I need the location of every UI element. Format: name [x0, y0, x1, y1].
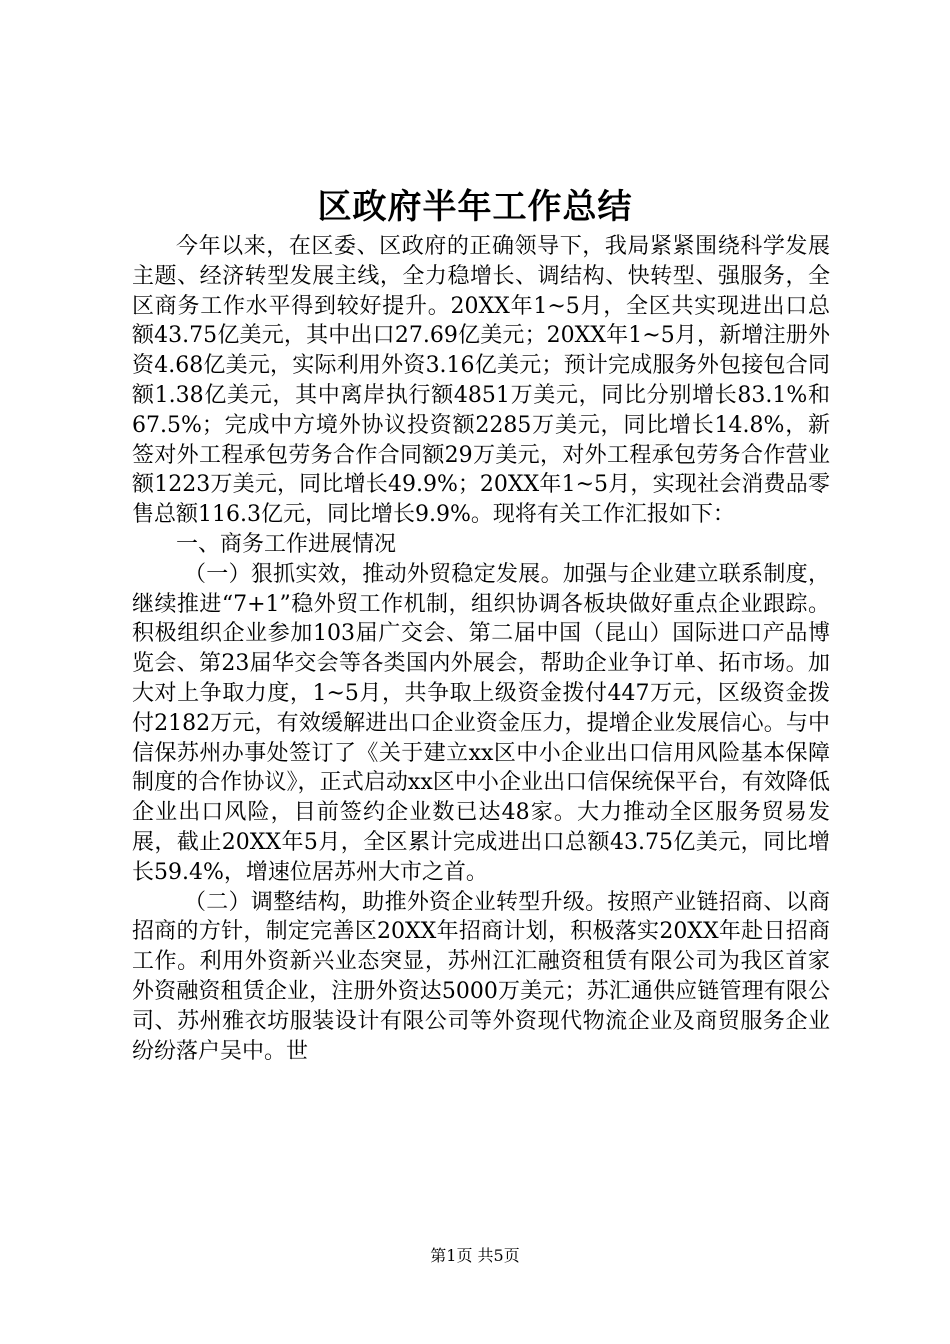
document-title: 区政府半年工作总结: [317, 187, 633, 227]
document-body: [132, 232, 830, 1066]
subsection-paragraph-1: （一）狠抓实效，推动外贸稳定发展。加强与企业建立联系制度，继续推进“7+1”稳外贸工作机制，组织协调各板块做好重点企业跟踪。积极组织企业参加103届广交会、第二届中国（昆山）国际进口产品博览会、第23届华交会等各类国内外展会，帮助企业争订单、拓市场。加大对上争取力度，1~5月，共争取上级资金拨付447万元，区级资金拨付2182万元，有效缓解进出口企业资金压力，提增企业发展信心。与中信保苏州办事处签订了《关于建立xx区中小企业出口信用风险基本保障制度的合作协议》，正式启动xx区中小企业出口信保统保平台，有效降低企业出口风险，目前签约企业数已达48家。大力推动全区服务贸易发展，截止20XX年5月，全区累计完成进出口总额43.75亿美元，同比增长59.4%，增速位居苏州大市之首。: [132, 561, 830, 885]
intro-paragraph: 今年以来，在区委、区政府的正确领导下，我局紧紧围绕科学发展主题、经济转型发展主线，全力稳增长、调结构、快转型、强服务，全区商务工作水平得到较好提升。20XX年1~5月，全区共实现进出口总额43.75亿美元，其中出口27.69亿美元；20XX年1~5月，新增注册外资4.68亿美元，实际利用外资3.16亿美元；预计完成服务外包接包合同额1.38亿美元，其中离岸执行额4851万美元，同比分别增长83.1%和67.5%；完成中方境外协议投资额2285万美元，同比增长14.8%，新签对外工程承包劳务合作合同额29万美元，对外工程承包劳务合作营业额1223万美元，同比增长49.9%；20XX年1~5月，实现社会消费品零售总额116.3亿元，同比增长9.9%。现将有关工作汇报如下：: [132, 234, 830, 528]
section-heading: 一、商务工作进展情况: [176, 531, 397, 557]
page-footer: 第1页 共5页: [430, 1246, 520, 1265]
subsection-paragraph-2: （二）调整结构，助推外资企业转型升级。按照产业链招商、以商招商的方针，制定完善区20XX年招商计划，积极落实20XX年赴日招商工作。利用外资新兴业态突显，苏州江汇融资租赁有限公司为我区首家外资融资租赁企业，注册外资达5000万美元；苏汇通供应链管理有限公司、苏州雅衣坊服装设计有限公司等外资现代物流企业及商贸服务企业纷纷落户吴中。世: [132, 889, 830, 1064]
